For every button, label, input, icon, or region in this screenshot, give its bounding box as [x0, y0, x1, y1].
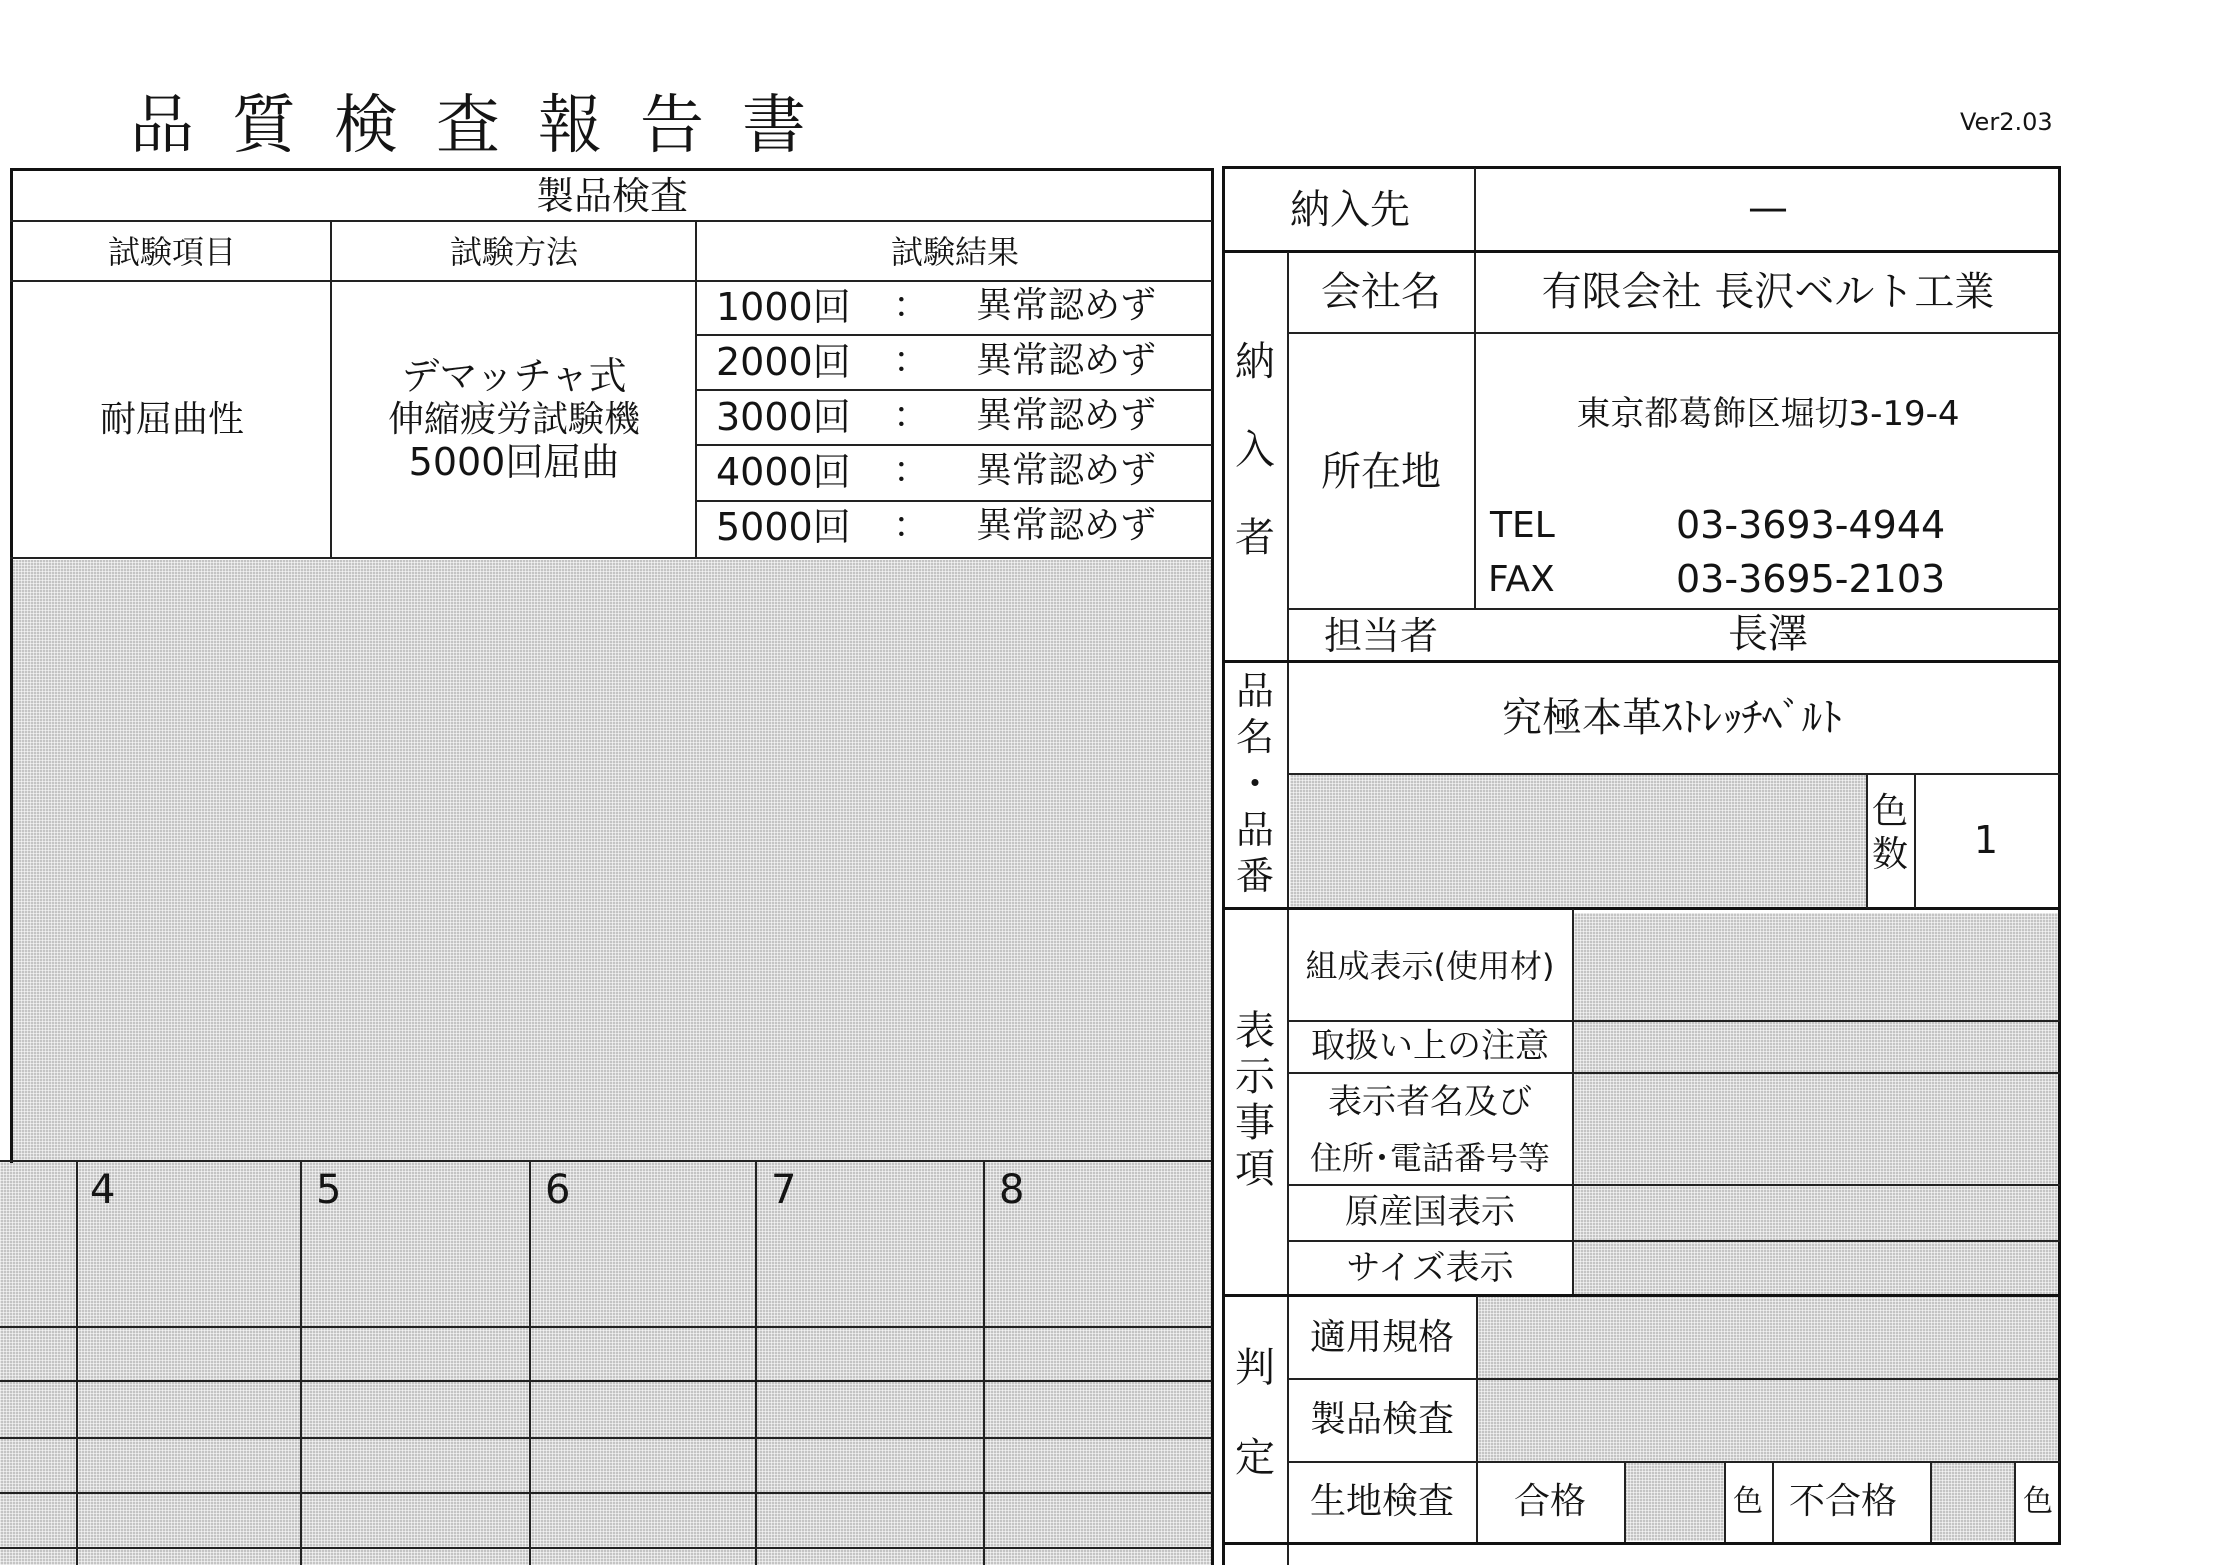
- judgment-vertical-label: [1225, 1345, 1285, 1481]
- grid-number: 6: [545, 1167, 571, 1213]
- result-value: 異常認めず: [976, 285, 1157, 326]
- grid-number: 4: [90, 1167, 116, 1213]
- test-method-line-2: 伸縮疲労試験機: [387, 399, 641, 440]
- column-test-item: 試験項目: [107, 233, 237, 271]
- pass-color-unit: 色: [1733, 1484, 1763, 1519]
- report-title: 品質検査報告書: [130, 89, 844, 163]
- color-count-label: [1860, 790, 1920, 876]
- labeling-label-char: 項: [1235, 1146, 1275, 1192]
- product-vertical-label: [1225, 668, 1285, 900]
- fail-label: 不合格: [1788, 1481, 1898, 1522]
- supplier-label-char: 者: [1235, 515, 1275, 561]
- version-label: Ver2.03: [1960, 108, 2053, 136]
- supplier-label-char: 納: [1235, 339, 1275, 385]
- labeling-label-char: 表: [1235, 1008, 1275, 1054]
- fax-value: 03-3695-2103: [1676, 557, 1946, 601]
- grid-number: 8: [999, 1167, 1025, 1213]
- judgment-standard-label: 適用規格: [1309, 1317, 1455, 1358]
- color-label-char: 数: [1871, 834, 1908, 876]
- fail-color-unit: 色: [2023, 1484, 2053, 1519]
- result-separator: ：: [893, 340, 930, 381]
- labeling-vertical-label: [1225, 1008, 1285, 1192]
- composition-value-cell: [1574, 913, 2059, 1295]
- result-value: 異常認めず: [976, 340, 1157, 381]
- supplier-label-char: 入: [1235, 427, 1275, 473]
- product-label-char: 番: [1235, 854, 1274, 899]
- product-label-char: ・: [1235, 761, 1274, 806]
- result-count: 3000回: [716, 395, 851, 439]
- supplier-vertical-label: [1225, 336, 1285, 564]
- result-count: 2000回: [716, 340, 851, 384]
- product-label-char: 品: [1235, 808, 1274, 853]
- result-count: 5000回: [716, 505, 851, 549]
- product-name-value: 究極本革ｽﾄﾚｯﾁﾍﾞﾙﾄ: [1502, 695, 1842, 741]
- labeling-labeler-name: 表示者名及び: [1328, 1082, 1532, 1122]
- judgment-product-inspection-label: 製品検査: [1309, 1399, 1455, 1440]
- judgment-fabric-inspection-label: 生地検査: [1309, 1481, 1455, 1522]
- tel-label: TEL: [1490, 505, 1555, 546]
- bottom-grid-area: [0, 1162, 1212, 1565]
- inspection-blank-area: [12, 560, 1212, 1160]
- pass-label: 合格: [1513, 1481, 1587, 1522]
- result-count: 4000回: [716, 450, 851, 494]
- judgment-label-char: 判: [1235, 1345, 1275, 1391]
- result-count: 1000回: [716, 285, 851, 329]
- tel-value: 03-3693-4944: [1676, 503, 1946, 547]
- person-value: 長澤: [1728, 611, 1808, 657]
- result-separator: ：: [893, 450, 930, 491]
- test-method-line-1: デマッチャ式: [401, 354, 627, 398]
- grid-number: 7: [771, 1167, 797, 1213]
- result-value: 異常認めず: [976, 505, 1157, 546]
- address-value: 東京都葛飾区堀切3-19-4: [1576, 394, 1960, 434]
- labeling-label-char: 示: [1235, 1054, 1275, 1100]
- labeling-labeler-address: 住所･電話番号等: [1309, 1139, 1551, 1177]
- pass-count-cell: [1624, 1463, 1724, 1541]
- result-separator: ：: [893, 285, 930, 326]
- labeling-composition: 組成表示(使用材): [1305, 947, 1555, 985]
- company-name-label: 会社名: [1321, 269, 1441, 315]
- result-value: 異常認めず: [976, 395, 1157, 436]
- labeling-size: サイズ表示: [1346, 1248, 1514, 1288]
- color-label-char: 色: [1871, 791, 1908, 832]
- test-method-line-3: 5000回屈曲: [408, 440, 620, 484]
- labeling-origin: 原産国表示: [1345, 1192, 1515, 1232]
- product-label-char: 名: [1235, 715, 1274, 760]
- result-separator: ：: [893, 505, 930, 546]
- fax-label: FAX: [1488, 559, 1555, 600]
- delivery-to-label: 納入先: [1290, 187, 1410, 233]
- labeling-label-char: 事: [1235, 1100, 1275, 1146]
- column-test-result: 試験結果: [890, 233, 1020, 271]
- company-name-value: 有限会社 長沢ベルト工業: [1541, 269, 1995, 315]
- test-item-value: 耐屈曲性: [99, 399, 245, 440]
- judgment-label-char: 定: [1235, 1435, 1275, 1481]
- person-label: 担当者: [1323, 614, 1439, 658]
- result-separator: ：: [893, 395, 930, 436]
- result-value: 異常認めず: [976, 450, 1157, 491]
- delivery-to-value: —: [1748, 185, 1788, 231]
- labeling-handling: 取扱い上の注意: [1311, 1026, 1549, 1066]
- address-label: 所在地: [1321, 449, 1441, 495]
- column-test-method: 試験方法: [449, 233, 579, 271]
- color-count-value: 1: [1973, 818, 1999, 862]
- product-label-char: 品: [1235, 669, 1274, 713]
- product-inspection-header: 製品検査: [535, 174, 689, 218]
- fail-count-cell: [1930, 1463, 2016, 1541]
- product-number-cell: [1290, 775, 1866, 907]
- grid-number: 5: [316, 1167, 342, 1213]
